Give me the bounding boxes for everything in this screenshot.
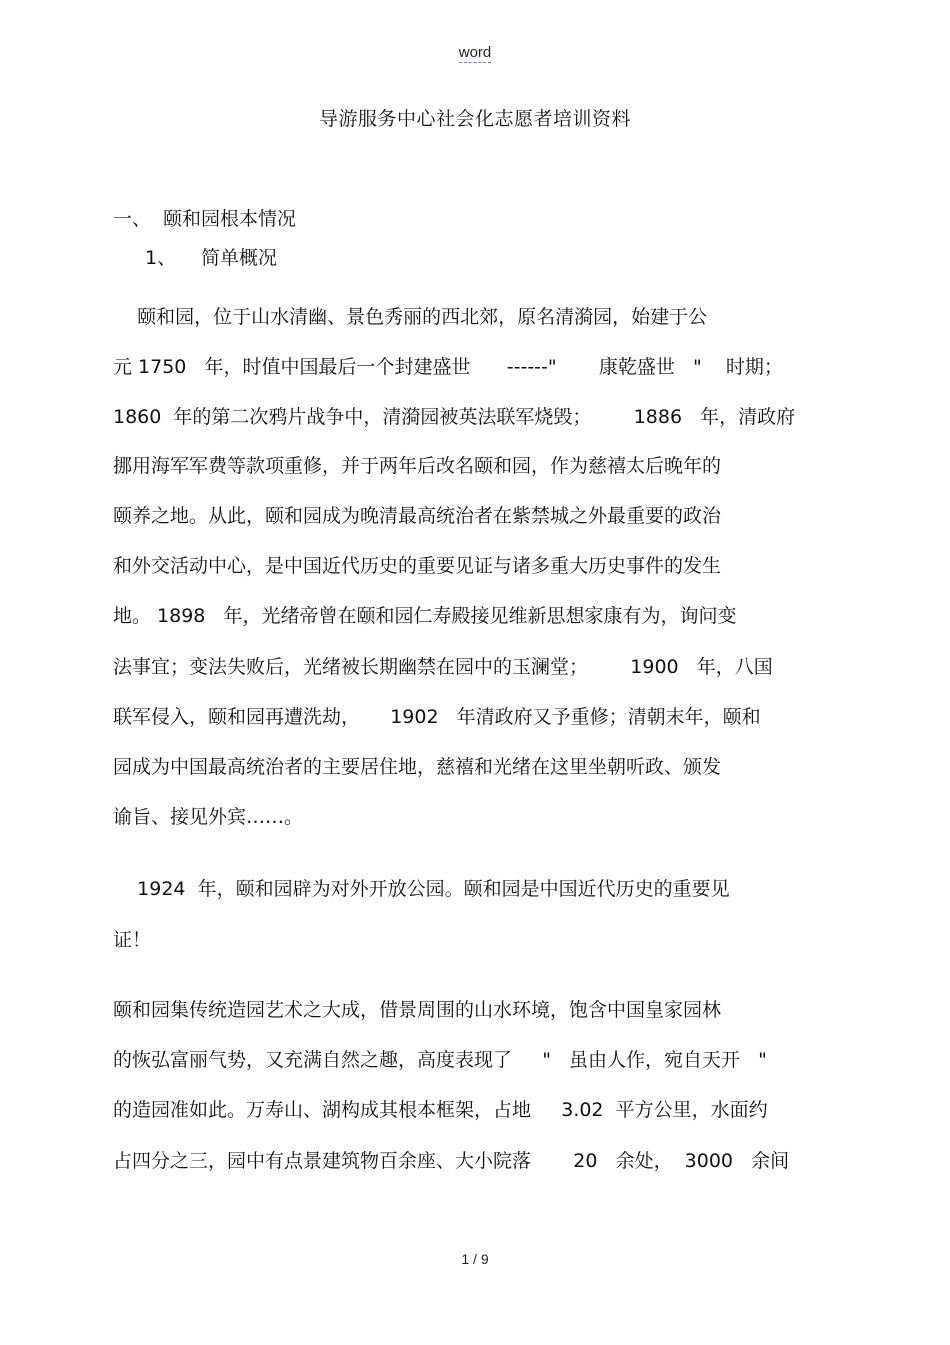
section-heading-1 [113,204,296,231]
subsection-heading-1 [145,243,277,270]
paragraph-line: 谕旨、接见外宾……。 [113,806,304,828]
paragraph-line: 园成为中国最高统治者的主要居住地，慈禧和光绪在这里坐朝听政、颁发 [113,756,722,778]
paragraph-line: 和外交活动中心，是中国近代历史的重要见证与诸多重大历史事件的发生 [113,555,722,577]
paragraph-line: 元 1750 年，时值中国最后一个封建盛世 ------" 康乾盛世 " 时期； [113,356,783,378]
paragraph-line: 1860 年的第二次鸦片战争中，清漪园被英法联军烧毁； 1886 年，清政府 [113,406,796,428]
paragraph-line: 颐和园集传统造园艺术之大成，借景周围的山水环境，饱含中国皇家园林 [113,999,722,1021]
page-header [0,44,950,61]
paragraph-line: 占四分之三，园中有点景建筑物百余座、大小院落 20 余处， 3000 余间 [113,1150,790,1172]
paragraph-line: 法事宜；变法失败后，光绪被长期幽禁在园中的玉澜堂； 1900 年，八国 [113,656,773,678]
section-title: 颐和园根本情况 [163,208,297,230]
paragraph-line: 证！ [113,929,152,951]
subsection-number: 1、 [145,247,177,269]
paragraph-line: 挪用海军军费等款项重修，并于两年后改名颐和园，作为慈禧太后晚年的 [113,455,722,477]
paragraph-line: 1924 年，颐和园辟为对外开放公园。颐和园是中国近代历史的重要见 [113,878,730,900]
page-number: 1 / 9 [461,1251,489,1267]
paragraph-line: 的造园准如此。万寿山、湖构成其根本框架，占地 3.02 平方公里，水面约 [113,1099,768,1121]
subsection-title: 简单概况 [201,247,278,269]
section-number: 一、 [113,208,152,230]
document-title: 导游服务中心社会化志愿者培训资料 [318,108,631,130]
paragraph-line: 颐和园，位于山水清幽、景色秀丽的西北郊，原名清漪园，始建于公 [113,306,708,328]
paragraph-line: 的恢弘富丽气势，又充满自然之趣，高度表现了 " 虽由人作，宛自天开 " [113,1049,767,1071]
paragraph-line: 联军侵入，颐和园再遭洗劫， 1902 年清政府又予重修；清朝末年，颐和 [113,706,761,728]
header-label: word [458,44,492,61]
paragraph-line: 颐养之地。从此，颐和园成为晚清最高统治者在紫禁城之外最重要的政治 [113,505,722,527]
paragraph-line: 地。 1898 年，光绪帝曾在颐和园仁寿殿接见维新思想家康有为，询问变 [113,605,737,627]
